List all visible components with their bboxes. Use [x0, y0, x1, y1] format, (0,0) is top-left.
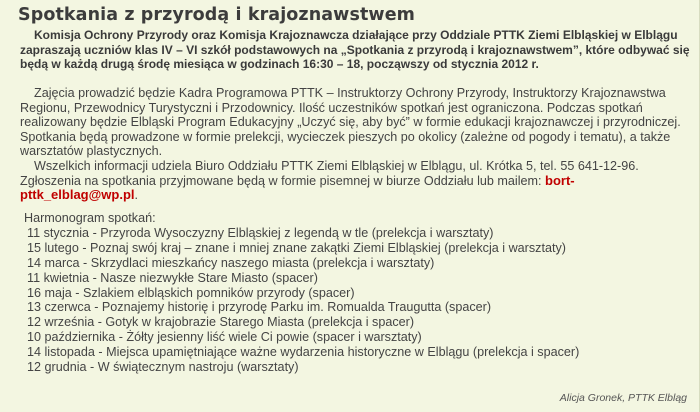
paragraph-2-end: .: [134, 188, 139, 203]
paragraph-2: [20, 159, 692, 203]
author-signature: Alicja Gronek, PTTK Elbląg: [559, 392, 687, 404]
article-title: Spotkania z przyrodą i krajoznawstwem: [18, 5, 415, 25]
schedule-heading: Harmonogram spotkań:: [24, 211, 156, 225]
schedule-item: 14 listopada - Miejsca upamiętniające ważne wydarzenia historyczne w Elblągu (prelekcja i spacer): [27, 345, 580, 360]
schedule-list: [24, 226, 664, 375]
schedule-item: 14 marca - Skrzydlaci mieszkańcy naszego miasta (prelekcja i warsztaty): [27, 255, 435, 270]
paragraph-2-text: Wszelkich informacji udziela Biuro Oddziału PTTK Ziemi Elbląskiej w Elblągu, ul. Krótka 5, tel. 55 641-12-96. Zgłoszenia na spotkania przyjmowane będą w formie pisemnej w biurze Oddziału lub mailem:: [20, 158, 639, 188]
schedule-item: 13 czerwca - Poznajemy historię i przyrodę Parku im. Romualda Traugutta (spacer): [27, 300, 492, 315]
schedule-item: 16 maja - Szlakiem elbląskich pomników przyrody (spacer): [27, 285, 355, 300]
paragraph-1: [20, 86, 692, 159]
email-link[interactable]: bort-pttk_elblag@wp.pl: [20, 172, 575, 203]
schedule-item: 12 grudnia - W świątecznym nastroju (warsztaty): [27, 360, 299, 375]
schedule-section: [24, 211, 664, 375]
paragraph-1-text: Zajęcia prowadzić będzie Kadra Programowa PTTK – Instruktorzy Ochrony Przyrody, Instruktorzy Krajoznawstwa Regionu, Przewodnicy Turystyczni i Przodownicy. Ilość uczestników spotkań jest ograniczona. Podczas spotkań realizowany będzie Elbląski Program Edukacyjny „Uczyć się, aby być” w formie edukacji krajoznawczej i przyrodniczej. Spotkania będą prowadzone w formie prelekcji, wycieczek pieszych po okolicy (zależne od pogody i tematu), a także warsztatów plastycznych.: [20, 86, 681, 159]
schedule-item: 12 września - Gotyk w krajobrazie Starego Miasta (prelekcja i spacer): [27, 315, 415, 330]
schedule-item: 11 stycznia - Przyroda Wysoczyzny Elbląskiej z legendą w tle (prelekcja i warsztaty): [27, 225, 494, 240]
lead-text: Komisja Ochrony Przyrody oraz Komisja Krajoznawcza działające przy Oddziale PTTK Ziemi Elbląskiej w Elblągu zapraszają uczniów klas IV – VI szkół podstawowych na „Spotkania z przyrodą i krajoznawstwem”, które odbywać się będą w każdą drugą środę miesiąca w godzinach 16:30 – 18, począwszy od stycznia 2012 r.: [20, 28, 690, 71]
article-body: [20, 86, 692, 203]
schedule-item: 15 lutego - Poznaj swój kraj – znane i mniej znane zakątki Ziemi Elbląskiej (prelekcja i warsztaty): [27, 240, 566, 255]
schedule-item: 11 kwietnia - Nasze niezwykłe Stare Miasto (spacer): [27, 270, 318, 285]
article-lead: [20, 28, 692, 72]
schedule-item: 10 października - Żółty jesienny liść wiele Ci powie (spacer i warsztaty): [27, 330, 422, 345]
